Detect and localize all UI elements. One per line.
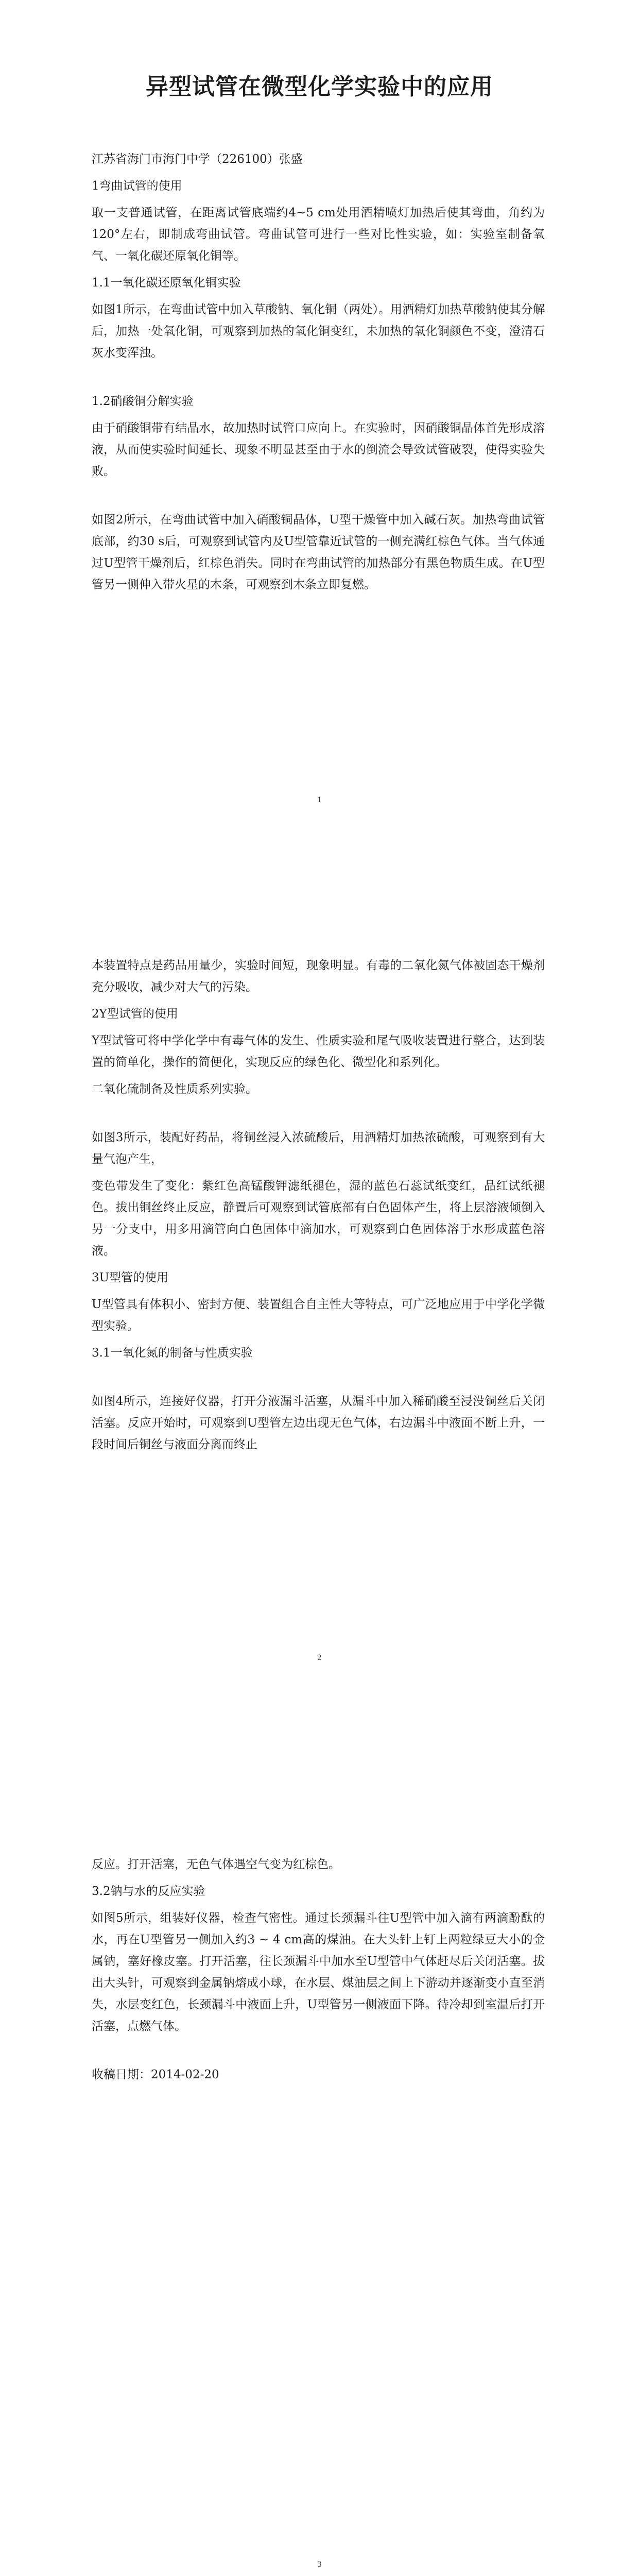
section-heading: 3.1一氧化氮的制备与性质实验 — [92, 1346, 253, 1360]
line-gap — [92, 170, 545, 175]
section-heading: 3U型管的使用 — [92, 1271, 169, 1284]
section-heading: 2Y型试管的使用 — [92, 1007, 178, 1021]
page-2-body — [92, 955, 545, 1455]
page-1-body — [92, 148, 545, 596]
body-paragraph: 如图1所示，在弯曲试管中加入草酸钠、氧化铜（两处）。用酒精灯加热草酸钠使其分解后，加热一处氧化铜，可观察到加热的氧化铜变红，未加热的氧化铜颜色不变，澄清石灰水变浑浊。 — [92, 303, 545, 360]
line-gap — [92, 1073, 545, 1078]
line-gap — [92, 197, 545, 202]
body-paragraph: 如图2所示，在弯曲试管中加入硝酸铜晶体，U型干燥管中加入碱石灰。加热弯曲试管底部，约30 s后，可观察到试管内及U型管靠近试管的一侧充满红棕色气体。当气体通过U型管干燥剂后，红棕色消失。同时在弯曲试管的加热部分有黑色物质生成。在U型管另一侧伸入带火星的木条，可观察到木条立即复燃。 — [92, 513, 545, 591]
page-number: 3 — [317, 2561, 322, 2569]
document-page-2 — [0, 904, 639, 1807]
body-paragraph: 如图5所示，组装好仪器，检查气密性。通过长颈漏斗往U型管中加入滴有两滴酚酞的水，再在U型管另一侧加入约3 ~ 4 cm高的煤油。在大头针上钉上两粒绿豆大小的金属钠，塞好橡皮塞。打开活塞，往长颈漏斗中加水至U型管中气体赶尽后关闭活塞。拔出大头针，可观察到金属钠熔成小球，在水层、煤油层之间上下游动并逐渐变小直至消失，水层变红色，长颈漏斗中液面上升，U型管另一侧液面下降。待冷却到室温后打开活塞，点燃气体。 — [92, 1911, 545, 2033]
section-heading: 二氧化硫制备及性质系列实验。 — [92, 1082, 257, 1096]
line-gap — [92, 1289, 545, 1294]
body-paragraph: 变色带发生了变化：紫红色高锰酸钾滤纸褪色，湿的蓝色石蕊试纸变红，品红试纸褪色。拔出铜丝终止反应，静置后可观察到试管底部有白色固体产生，将上层溶液倾倒入另一分支中，用多用滴管向白色固体中滴加水，可观察到白色固体溶于水形成蓝色溶液。 — [92, 1179, 545, 1258]
section-heading: 1.2硝酸铜分解实验 — [92, 395, 194, 408]
line-gap — [92, 412, 545, 417]
paragraph-gap — [92, 1100, 545, 1127]
body-paragraph: 反应。打开活塞，无色气体遇空气变为红棕色。 — [92, 1858, 340, 1871]
body-paragraph: Y型试管可将中学化学中有毒气体的发生、性质实验和尾气吸收装置进行整合，达到装置的简单化，操作的简便化，实现反应的绿色化、微型化和系列化。 — [92, 1034, 545, 1069]
page-number: 1 — [317, 796, 322, 804]
line-gap — [92, 294, 545, 299]
line-gap — [92, 1875, 545, 1880]
body-paragraph: 收稿日期：2014-02-20 — [92, 2068, 219, 2081]
line-gap — [92, 1262, 545, 1267]
document-page-1 — [0, 0, 639, 904]
line-gap — [92, 267, 545, 272]
body-paragraph: U型管具有体积小、密封方便、装置组合自主性大等特点，可广泛地应用于中学化学微型实验。 — [92, 1298, 545, 1333]
author-line: 江苏省海门市海门中学（226100）张盛 — [92, 152, 303, 166]
section-heading: 1.1一氧化碳还原氧化铜实验 — [92, 276, 241, 290]
paragraph-gap — [92, 364, 545, 391]
line-gap — [92, 1025, 545, 1030]
section-heading: 3.2钠与水的反应实验 — [92, 1885, 205, 1898]
article-title: 异型试管在微型化学实验中的应用 — [146, 74, 493, 100]
line-gap — [92, 1337, 545, 1342]
line-gap — [92, 998, 545, 1003]
section-heading: 1弯曲试管的使用 — [92, 179, 182, 193]
paragraph-gap — [92, 2037, 545, 2064]
line-gap — [92, 1170, 545, 1175]
paragraph-gap — [92, 482, 545, 509]
body-paragraph: 本装置特点是药品用量少，实验时间短，现象明显。有毒的二氧化氮气体被固态干燥剂充分吸收，减少对大气的污染。 — [92, 959, 545, 994]
page-3-body — [92, 1854, 545, 2086]
body-paragraph: 取一支普通试管，在距离试管底端约4~5 cm处用酒精喷灯加热后使其弯曲，角约为120°左右，即制成弯曲试管。弯曲试管可进行一些对比性实验，如：实验室制备氧气、一氧化碳还原氧化铜等。 — [92, 206, 545, 263]
page-number: 2 — [317, 1654, 322, 1662]
body-paragraph: 如图4所示，连接好仪器，打开分液漏斗活塞，从漏斗中加入稀硝酸至浸没铜丝后关闭活塞。反应开始时，可观察到U型管左边出现无色气体，右边漏斗中液面不断上升，一段时间后铜丝与液面分离而终止 — [92, 1395, 545, 1451]
body-paragraph: 由于硝酸铜带有结晶水，故加热时试管口应向上。在实验时，因硝酸铜晶体首先形成溶液，从而使实验时间延长、现象不明显甚至由于水的倒流会导致试管破裂，使得实验失败。 — [92, 421, 545, 478]
line-gap — [92, 1902, 545, 1907]
body-paragraph: 如图3所示，装配好药品，将铜丝浸入浓硫酸后，用酒精灯加热浓硫酸，可观察到有大量气泡产生， — [92, 1131, 545, 1166]
paragraph-gap — [92, 1364, 545, 1391]
document-page-3 — [0, 1807, 639, 2576]
